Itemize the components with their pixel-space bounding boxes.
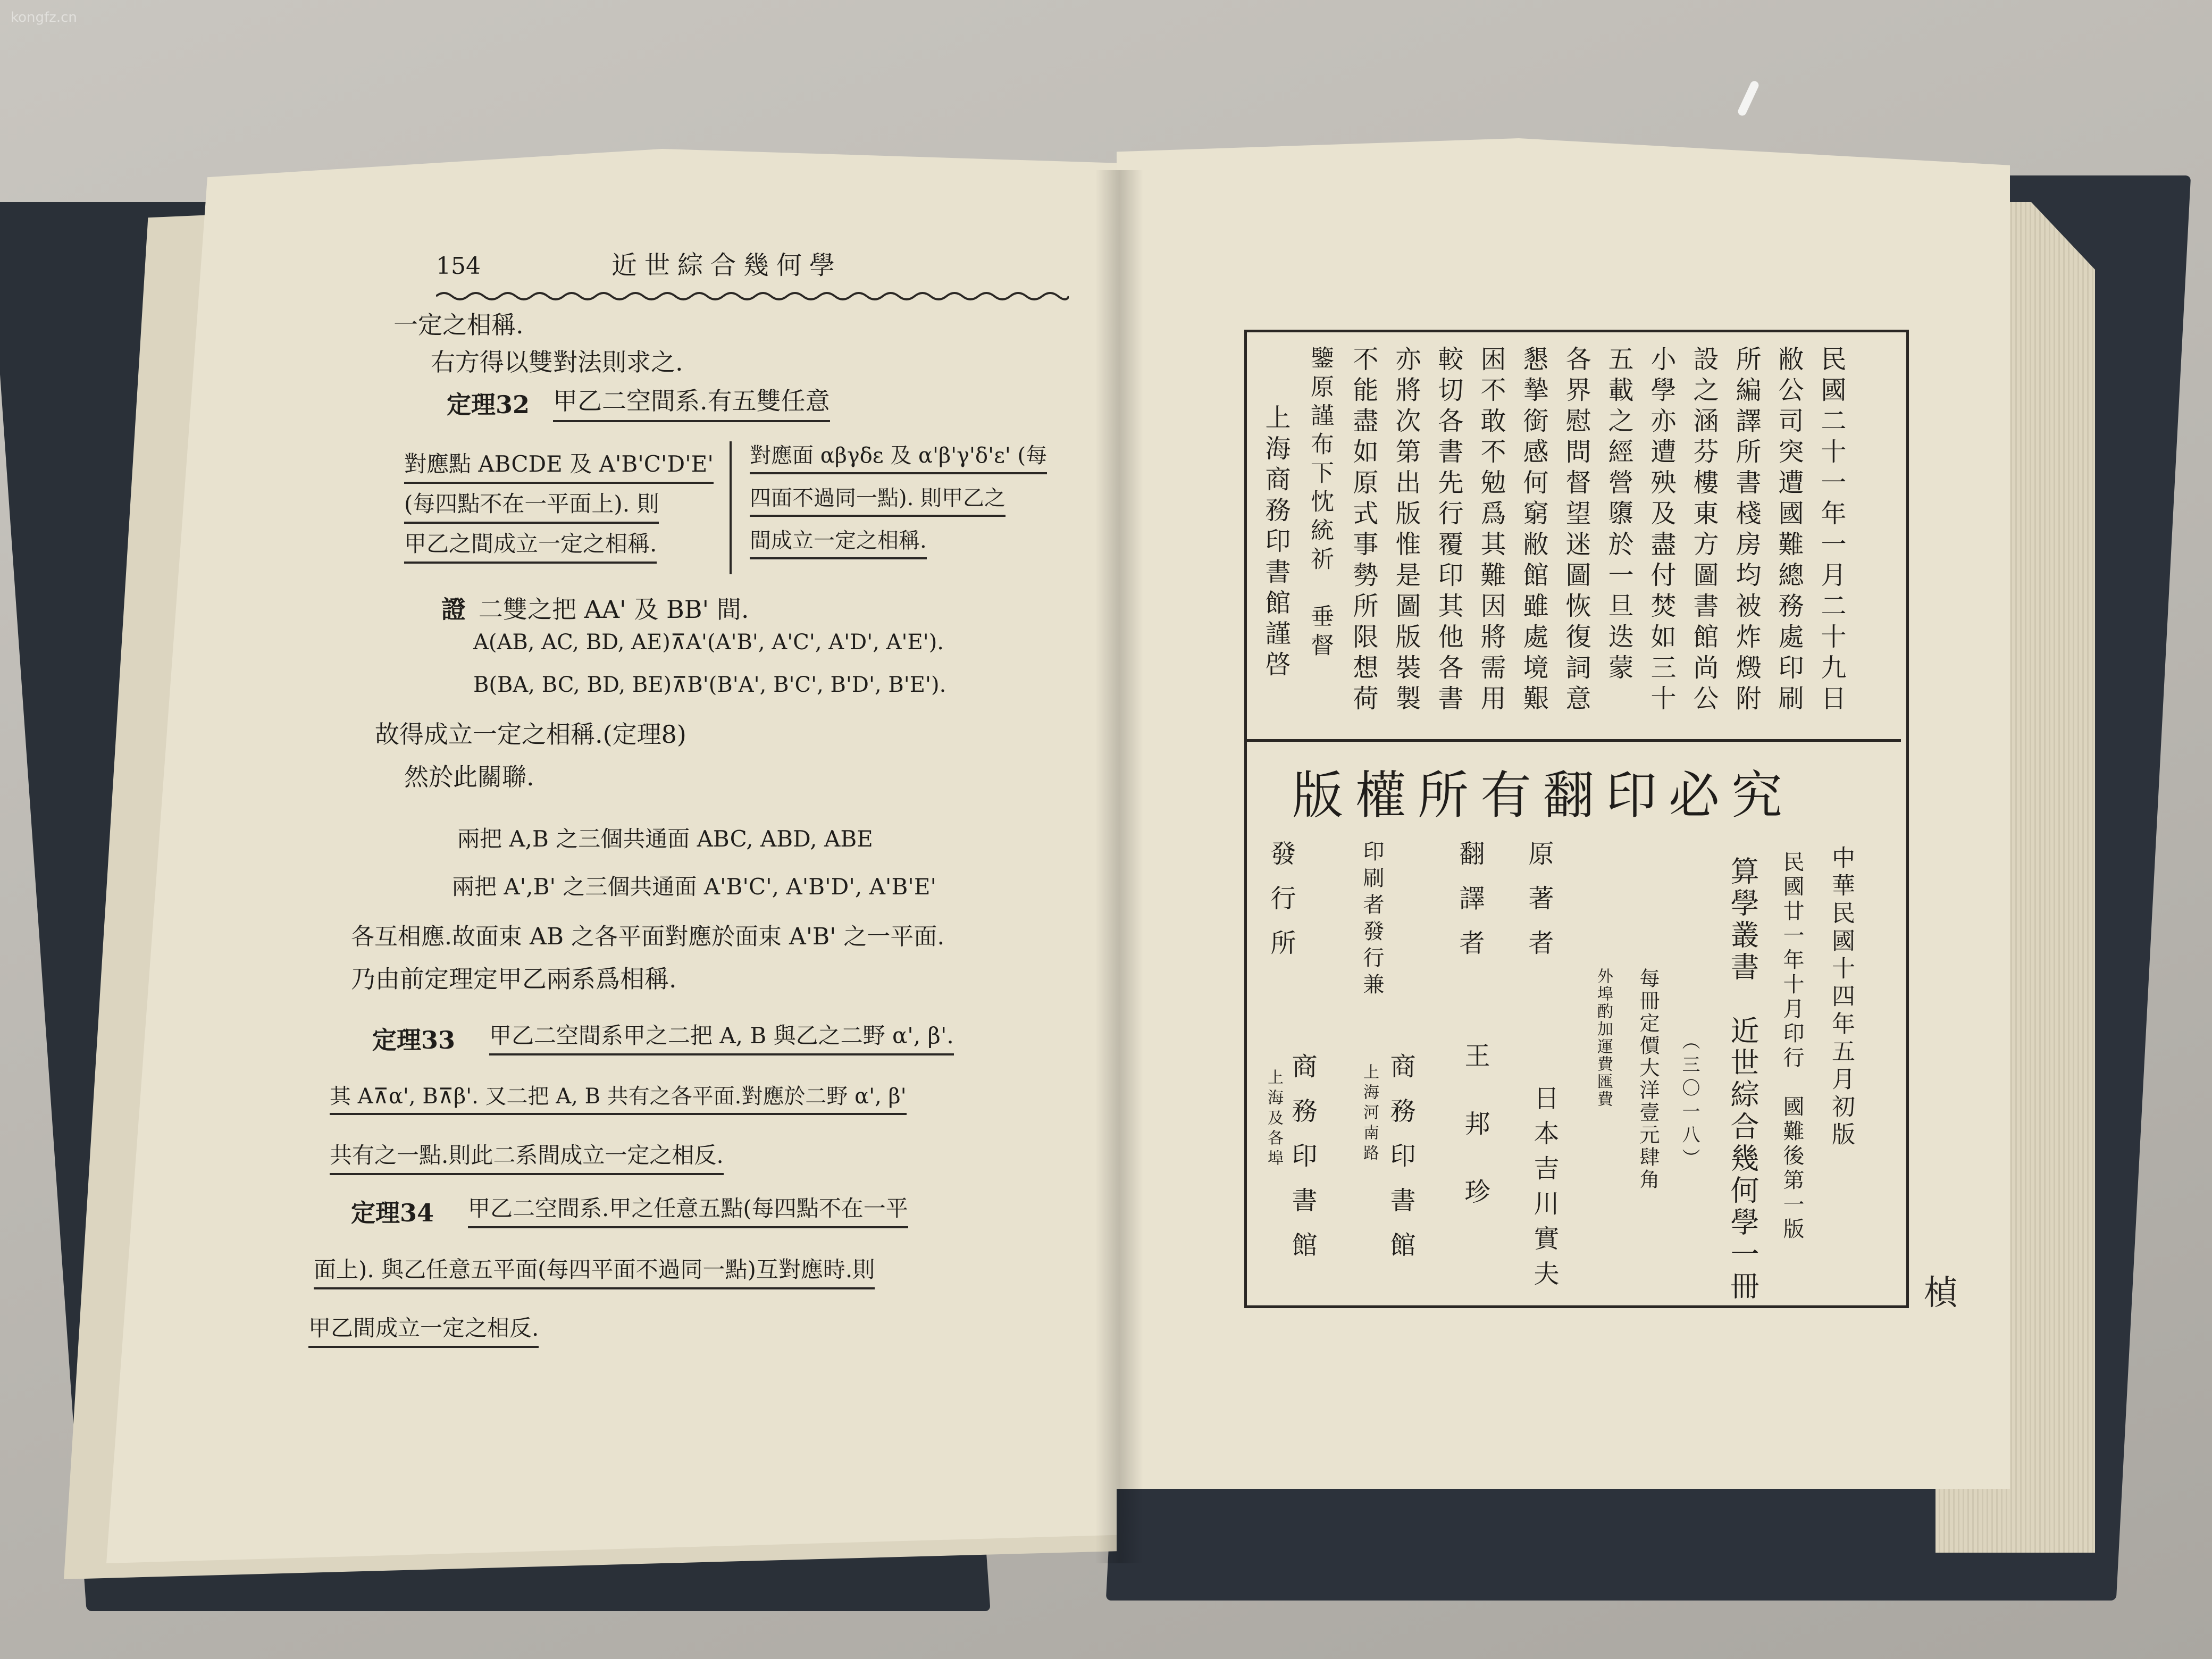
header-rule <box>436 290 1069 303</box>
notice-column: 所編譯所書棧房均被炸燬附 <box>1731 346 1761 716</box>
text-line: 對應點 ABCDE 及 A'B'C'D'E' <box>404 447 714 484</box>
credit-role: 印刷者發行兼 <box>1360 840 1384 1000</box>
notice-column: 困不敢不勉爲其難因將需用 <box>1476 346 1506 716</box>
column-divider <box>730 441 732 574</box>
theorem-statement: 甲乙二空間系.甲之任意五點(每四點不在一平 <box>468 1191 908 1228</box>
credit-name: 王邦珍 <box>1460 1042 1490 1246</box>
credit-place: 上海河南路 <box>1360 1063 1379 1164</box>
credit-place: 上海及各埠 <box>1264 1069 1283 1170</box>
notice-signature: 上海商務印書館謹啓 <box>1261 404 1291 682</box>
notice-column: 設之涵芬樓東方圖書館尚公 <box>1689 346 1719 716</box>
credit-name: 商務印書館 <box>1386 1053 1415 1276</box>
credit-role: 發行所 <box>1266 840 1296 974</box>
theorem-statement: 面上). 與乙任意五平面(每四平面不過同一點)互對應時.則 <box>314 1252 875 1289</box>
text-line: 四面不過同一點). 則甲乙之 <box>750 481 1006 517</box>
proof-label: 證 <box>441 595 466 624</box>
edition-column: 外埠酌加運費匯費 <box>1594 968 1613 1108</box>
notice-column: 小學亦遭殃及盡付焚如三十 <box>1646 346 1676 716</box>
credit-role: 翻譯者 <box>1455 840 1485 974</box>
text-line: 二雙之把 AA' 及 BB' 間. <box>479 595 749 624</box>
notice-column: 民國二十一年一月二十九日 <box>1816 346 1846 716</box>
edition-column: 算學叢書 近世綜合幾何學一冊 <box>1726 856 1759 1303</box>
credit-role: 原著者 <box>1524 840 1554 974</box>
theorem-label: 定理33 <box>372 1026 456 1054</box>
notice-column: 各界慰問督望迷圖恢復詞意 <box>1561 346 1591 716</box>
text-line: 乃由前定理定甲乙兩系爲相稱. <box>351 965 677 993</box>
margin-mark: 楨 <box>1924 1273 1958 1313</box>
notice-column: 敝公司突遭國難總務處印刷 <box>1774 346 1804 716</box>
text-line: 然於此關聯. <box>404 763 534 791</box>
credit-name: 商務印書館 <box>1287 1053 1317 1276</box>
notice-column: 懇摯銜感何窮敝館雖處境艱 <box>1519 346 1548 716</box>
theorem-label: 定理34 <box>351 1199 434 1227</box>
text-line: 一定之相稱. <box>393 311 524 339</box>
theorem-label: 定理32 <box>447 390 530 419</box>
edition-column: 中華民國十四年五月初版 <box>1828 845 1855 1150</box>
edition-column: 民國廿一年十月印行 國難後第一版 <box>1780 851 1804 1242</box>
formula-line: A(AB, AC, BD, AE)⊼A'(A'B', A'C', A'D', A'E'). <box>473 630 944 655</box>
book-gutter <box>1095 170 1143 1563</box>
text-line: 甲乙之間成立一定之相稱. <box>404 526 657 564</box>
colophon-divider <box>1247 739 1901 742</box>
formula-line: B(BA, BC, BD, BE)⊼B'(B'A', B'C', B'D', B'E'). <box>473 673 946 697</box>
edition-column: （三〇一八） <box>1679 1032 1700 1172</box>
text-line: (每四點不在一平面上). 則 <box>404 487 659 524</box>
theorem-statement: 甲乙二空間系甲之二把 A, B 與乙之二野 α', β'. <box>489 1018 954 1055</box>
notice-column: 五載之經營隳於一旦迭蒙 <box>1604 346 1633 685</box>
theorem-statement: 共有之一點.則此二系間成立一定之相反. <box>330 1138 724 1175</box>
edition-column: 每冊定價大洋壹元肆角 <box>1636 968 1660 1191</box>
notice-column: 不能盡如原式事勢所限想荷 <box>1348 346 1378 716</box>
text-line: 間成立一定之相稱. <box>750 524 927 559</box>
text-line: 右方得以雙對法則求之. <box>431 348 683 376</box>
notice-column: 亦將次第出版惟是圖版裝製 <box>1391 346 1421 716</box>
notice-column: 鑒原謹布下忱統祈 垂督 <box>1306 346 1334 661</box>
text-line: 故得成立一定之相稱.(定理8) <box>375 720 686 749</box>
text-line: 對應面 αβγδε 及 α'β'γ'δ'ε' (每 <box>750 439 1047 474</box>
credit-name: 日本吉川實夫 <box>1529 1085 1559 1295</box>
running-head: 近世綜合幾何學 <box>611 250 843 280</box>
theorem-statement: 其 A⊼α', B⊼β'. 又二把 A, B 共有之各平面.對應於二野 α', β' <box>330 1079 907 1115</box>
page-number: 154 <box>436 253 481 280</box>
theorem-statement: 甲乙間成立一定之相反. <box>308 1311 539 1348</box>
text-line: 兩把 A,B 之三個共通面 ABC, ABD, ABE <box>457 826 873 852</box>
theorem-statement: 甲乙二空間系.有五雙任意 <box>553 382 830 422</box>
text-line: 兩把 A',B' 之三個共通面 A'B'C', A'B'D', A'B'E' <box>452 874 937 900</box>
notice-column: 較切各書先行覆印其他各書 <box>1434 346 1463 716</box>
watermark: kongfz.cn <box>11 10 77 26</box>
copyright-banner: 版權所有翻印必究 <box>1292 766 1794 825</box>
text-line: 各互相應.故面束 AB 之各平面對應於面束 A'B' 之一平面. <box>351 923 945 950</box>
